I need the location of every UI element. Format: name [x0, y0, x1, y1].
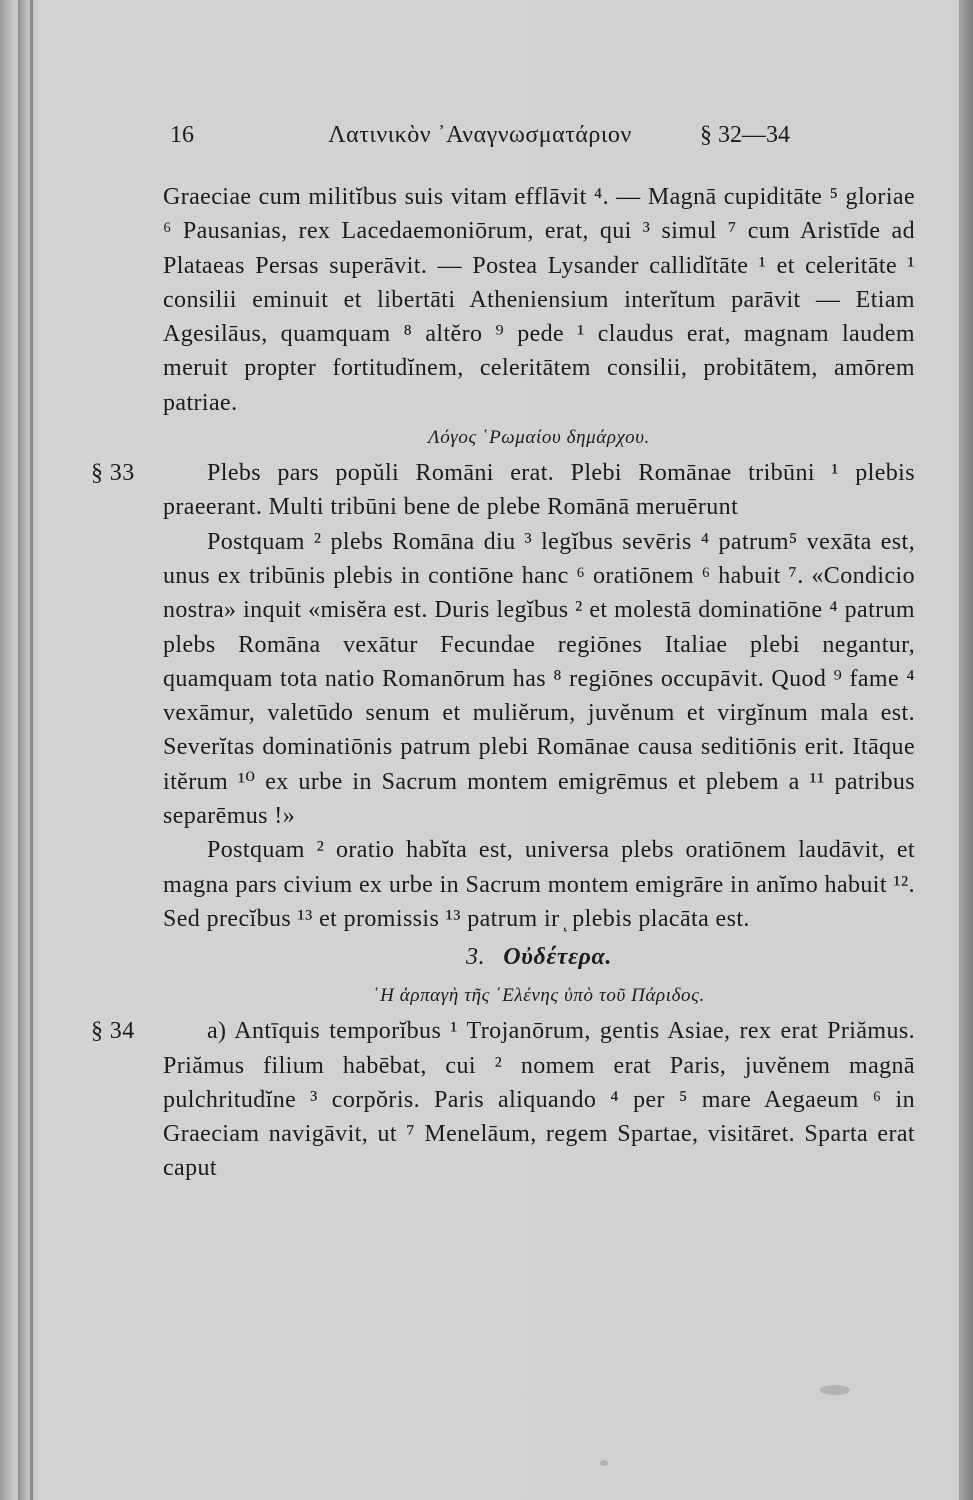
section-33-mark: § 33	[91, 460, 135, 487]
section-34-paragraph: a) Antīquis temporĭbus ¹ Trojanōrum, gentis Asiae, rex erat Priămus. Priămus filium habēbat, cui ² nomem erat Paris, juvĕnem magnā pulchritudĭne ³ corpŏris. Paris aliquando ⁴ per ⁵ mare Aegaeum ⁶ in Graeciam navigāvit, ut ⁷ Menelāum, regem Spartae, visitāret. Sparta erat caput	[163, 1018, 915, 1182]
ink-speck	[600, 1460, 608, 1466]
page-body	[91, 180, 915, 1186]
section-33	[91, 456, 915, 936]
section-33-paragraph: Postquam ² oratio habĭta est, universa plebs oratiōnem laudāvit, et magna pars civium ex urbe in Sacrum montem emigrāre in anĭmo habuit ¹². Sed precĭbus ¹³ et promissis ¹³ patrum ir ͅ plebis placāta est.	[163, 837, 915, 932]
section-range: § 32—34	[700, 122, 790, 148]
chapter-title: Οὐδέτερα.	[503, 944, 612, 971]
page-header	[170, 122, 790, 158]
running-title: Λατινικὸν ᾿Αναγνωσματάριον	[328, 122, 632, 148]
ink-smudge	[820, 1385, 850, 1395]
book-spine-shadow	[18, 0, 40, 1500]
chapter-number: 3.	[466, 944, 486, 971]
section-34	[91, 1014, 915, 1185]
section-34-title: ῾Η ἁρπαγὴ τῆς ῾Ελένης ὑπὸ τοῦ Πάριδος.	[373, 985, 705, 1007]
page-number: 16	[170, 122, 194, 148]
chapter-heading	[163, 936, 915, 978]
continuation-paragraph: Graeciae cum militĭbus suis vitam efflāvit ⁴. — Magnā cupiditāte ⁵ gloriae ⁶ Pausanias, rex Lacedaemoniōrum, erat, qui ³ simul ⁷ cum Aristīde ad Plataeas Persas superāvit. — Postea Lysander callidĭtāte ¹ et celeritāte ¹ consilii eminuit et libertāti Atheniensium interĭtum parāvit — Etiam Agesilāus, quamquam ⁸ altĕro ⁹ pede ¹ claudus erat, magnam laudem meruit propter fortitudĭnem, celeritātem consilii, probitātem, amōrem patriae.	[163, 184, 915, 416]
spine-fold-line	[30, 0, 33, 1500]
section-33-paragraph: Postquam ² plebs Romāna diu ³ legĭbus sevēris ⁴ patrum⁵ vexāta est, unus ex tribūnis plebis in contiōne hanc ⁶ oratiōnem ⁶ habuit ⁷. «Condicio nostra» inquit «misĕra est. Duris legĭbus ² et molestā dominatiōne ⁴ patrum plebs Romāna vexātur Fecundae regiōnes Italiae plebi negantur, quamquam tota natio Romanōrum has ⁸ regiōnes occupāvit. Quod ⁹ fame ⁴ vexāmur, valetūdo senum et muliĕrum, juvĕnum et virgĭnum mala est. Severĭtas dominatiōnis patrum plebi Romānae causa seditiōnis erit. Itāque itĕrum ¹⁰ ex urbe in Sacrum montem emigrēmus et plebem a ¹¹ patribus separēmus !»	[163, 528, 915, 830]
section-33-title: Λόγος ῾Ρωμαίου δημάρχου.	[428, 427, 650, 449]
right-page-edge	[959, 0, 973, 1500]
section-33-paragraph: Plebs pars popŭli Romāni erat. Plebi Romānae tribūni ¹ plebis praeerant. Multi tribūni bene de plebe Romānā meruērunt	[163, 460, 915, 521]
section-34-mark: § 34	[91, 1018, 135, 1045]
